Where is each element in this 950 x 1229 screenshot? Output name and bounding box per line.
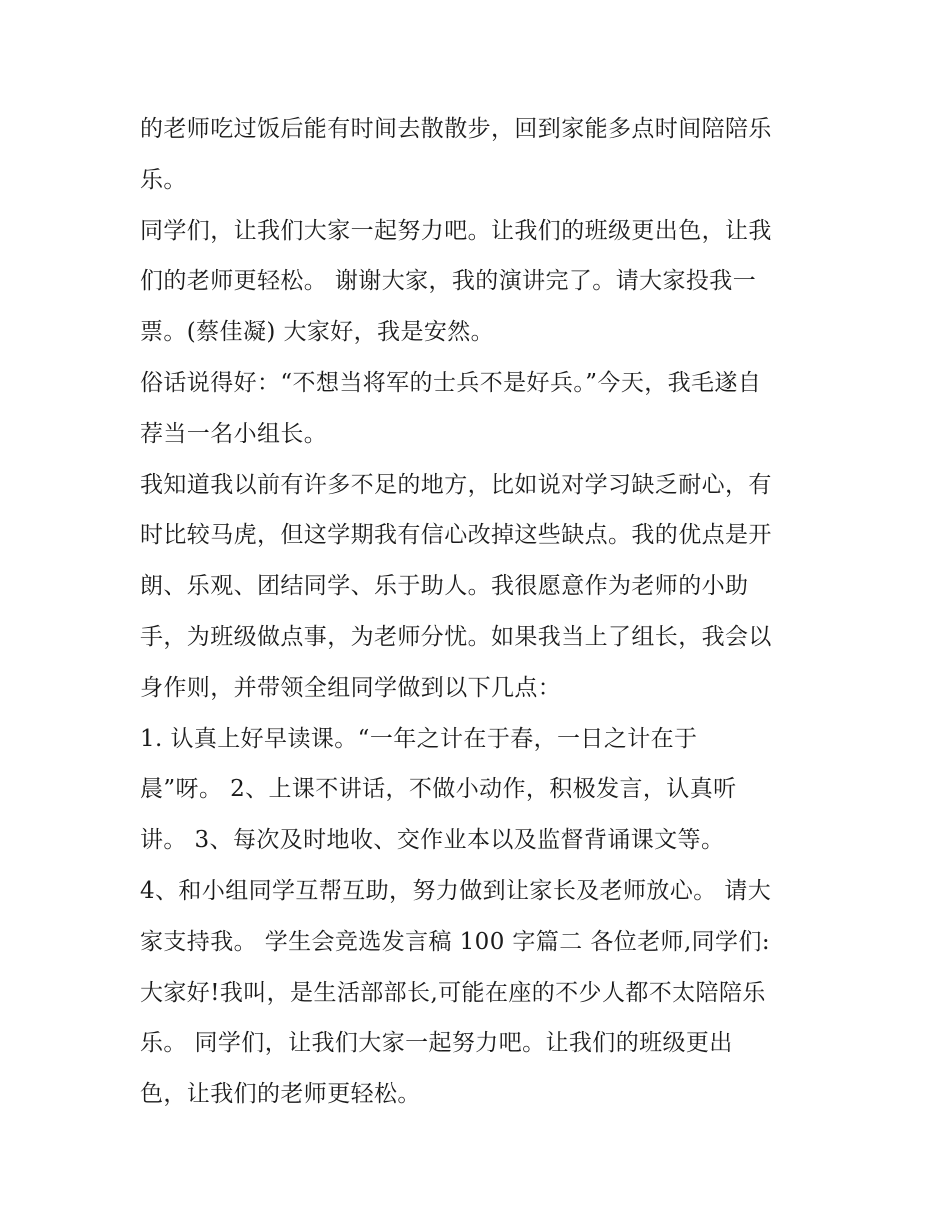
text-line-4: 们的老师更轻松。 谢谢大家，我的演讲完了。请大家投我一 [140,268,757,295]
document-body [140,104,820,1120]
text-line-9: 时比较马虎，但这学期我有信心改掉这些缺点。我的优点是开 [140,522,772,549]
text-line-5: 票。(蔡佳凝) 大家好，我是安然。 [140,319,495,346]
text-line-7: 荐当一名小组长。 [140,420,328,447]
text-line-3: 同学们，让我们大家一起努力吧。让我们的班级更出色，让我 [140,217,772,244]
text-line-12: 身作则，并带领全组同学做到以下几点： [140,674,562,701]
text-line-6: 俗话说得好：“不想当将军的士兵不是好兵。”今天，我毛遂自 [140,369,762,396]
text-line-19: 乐。 同学们，让我们大家一起努力吧。让我们的班级更出 [140,1030,733,1057]
text-line-8: 我知道我以前有许多不足的地方，比如说对学习缺乏耐心，有 [140,471,772,498]
text-line-1: 的老师吃过饭后能有时间去散散步，回到家能多点时间陪陪乐 [140,116,772,142]
text-line-14: 晨”呀。 2、上课不讲话，不做小动作，积极发言，认真听 [140,776,737,803]
text-line-18: 大家好!我叫，是生活部部长,可能在座的不少人都不太陪陪乐 [140,979,766,1006]
text-line-17: 家支持我。 学生会竞选发言稿 100 字篇二 各位老师,同学们: [140,928,771,955]
text-line-15: 讲。 3、每次及时地收、交作业本以及监督背诵课文等。 [140,827,725,854]
text-line-10: 朗、乐观、团结同学、乐于助人。我很愿意作为老师的小助 [140,573,749,600]
text-line-2: 乐。 [140,166,187,193]
text-line-16: 4、和小组同学互帮互助，努力做到让家长及老师放心。 请大 [140,877,772,904]
text-line-20: 色，让我们的老师更轻松。 [140,1081,421,1108]
text-line-13: 1. 认真上好早读课。“一年之计在于春，一日之计在于 [140,725,698,752]
text-line-11: 手，为班级做点事，为老师分忧。如果我当上了组长，我会以 [140,623,772,650]
